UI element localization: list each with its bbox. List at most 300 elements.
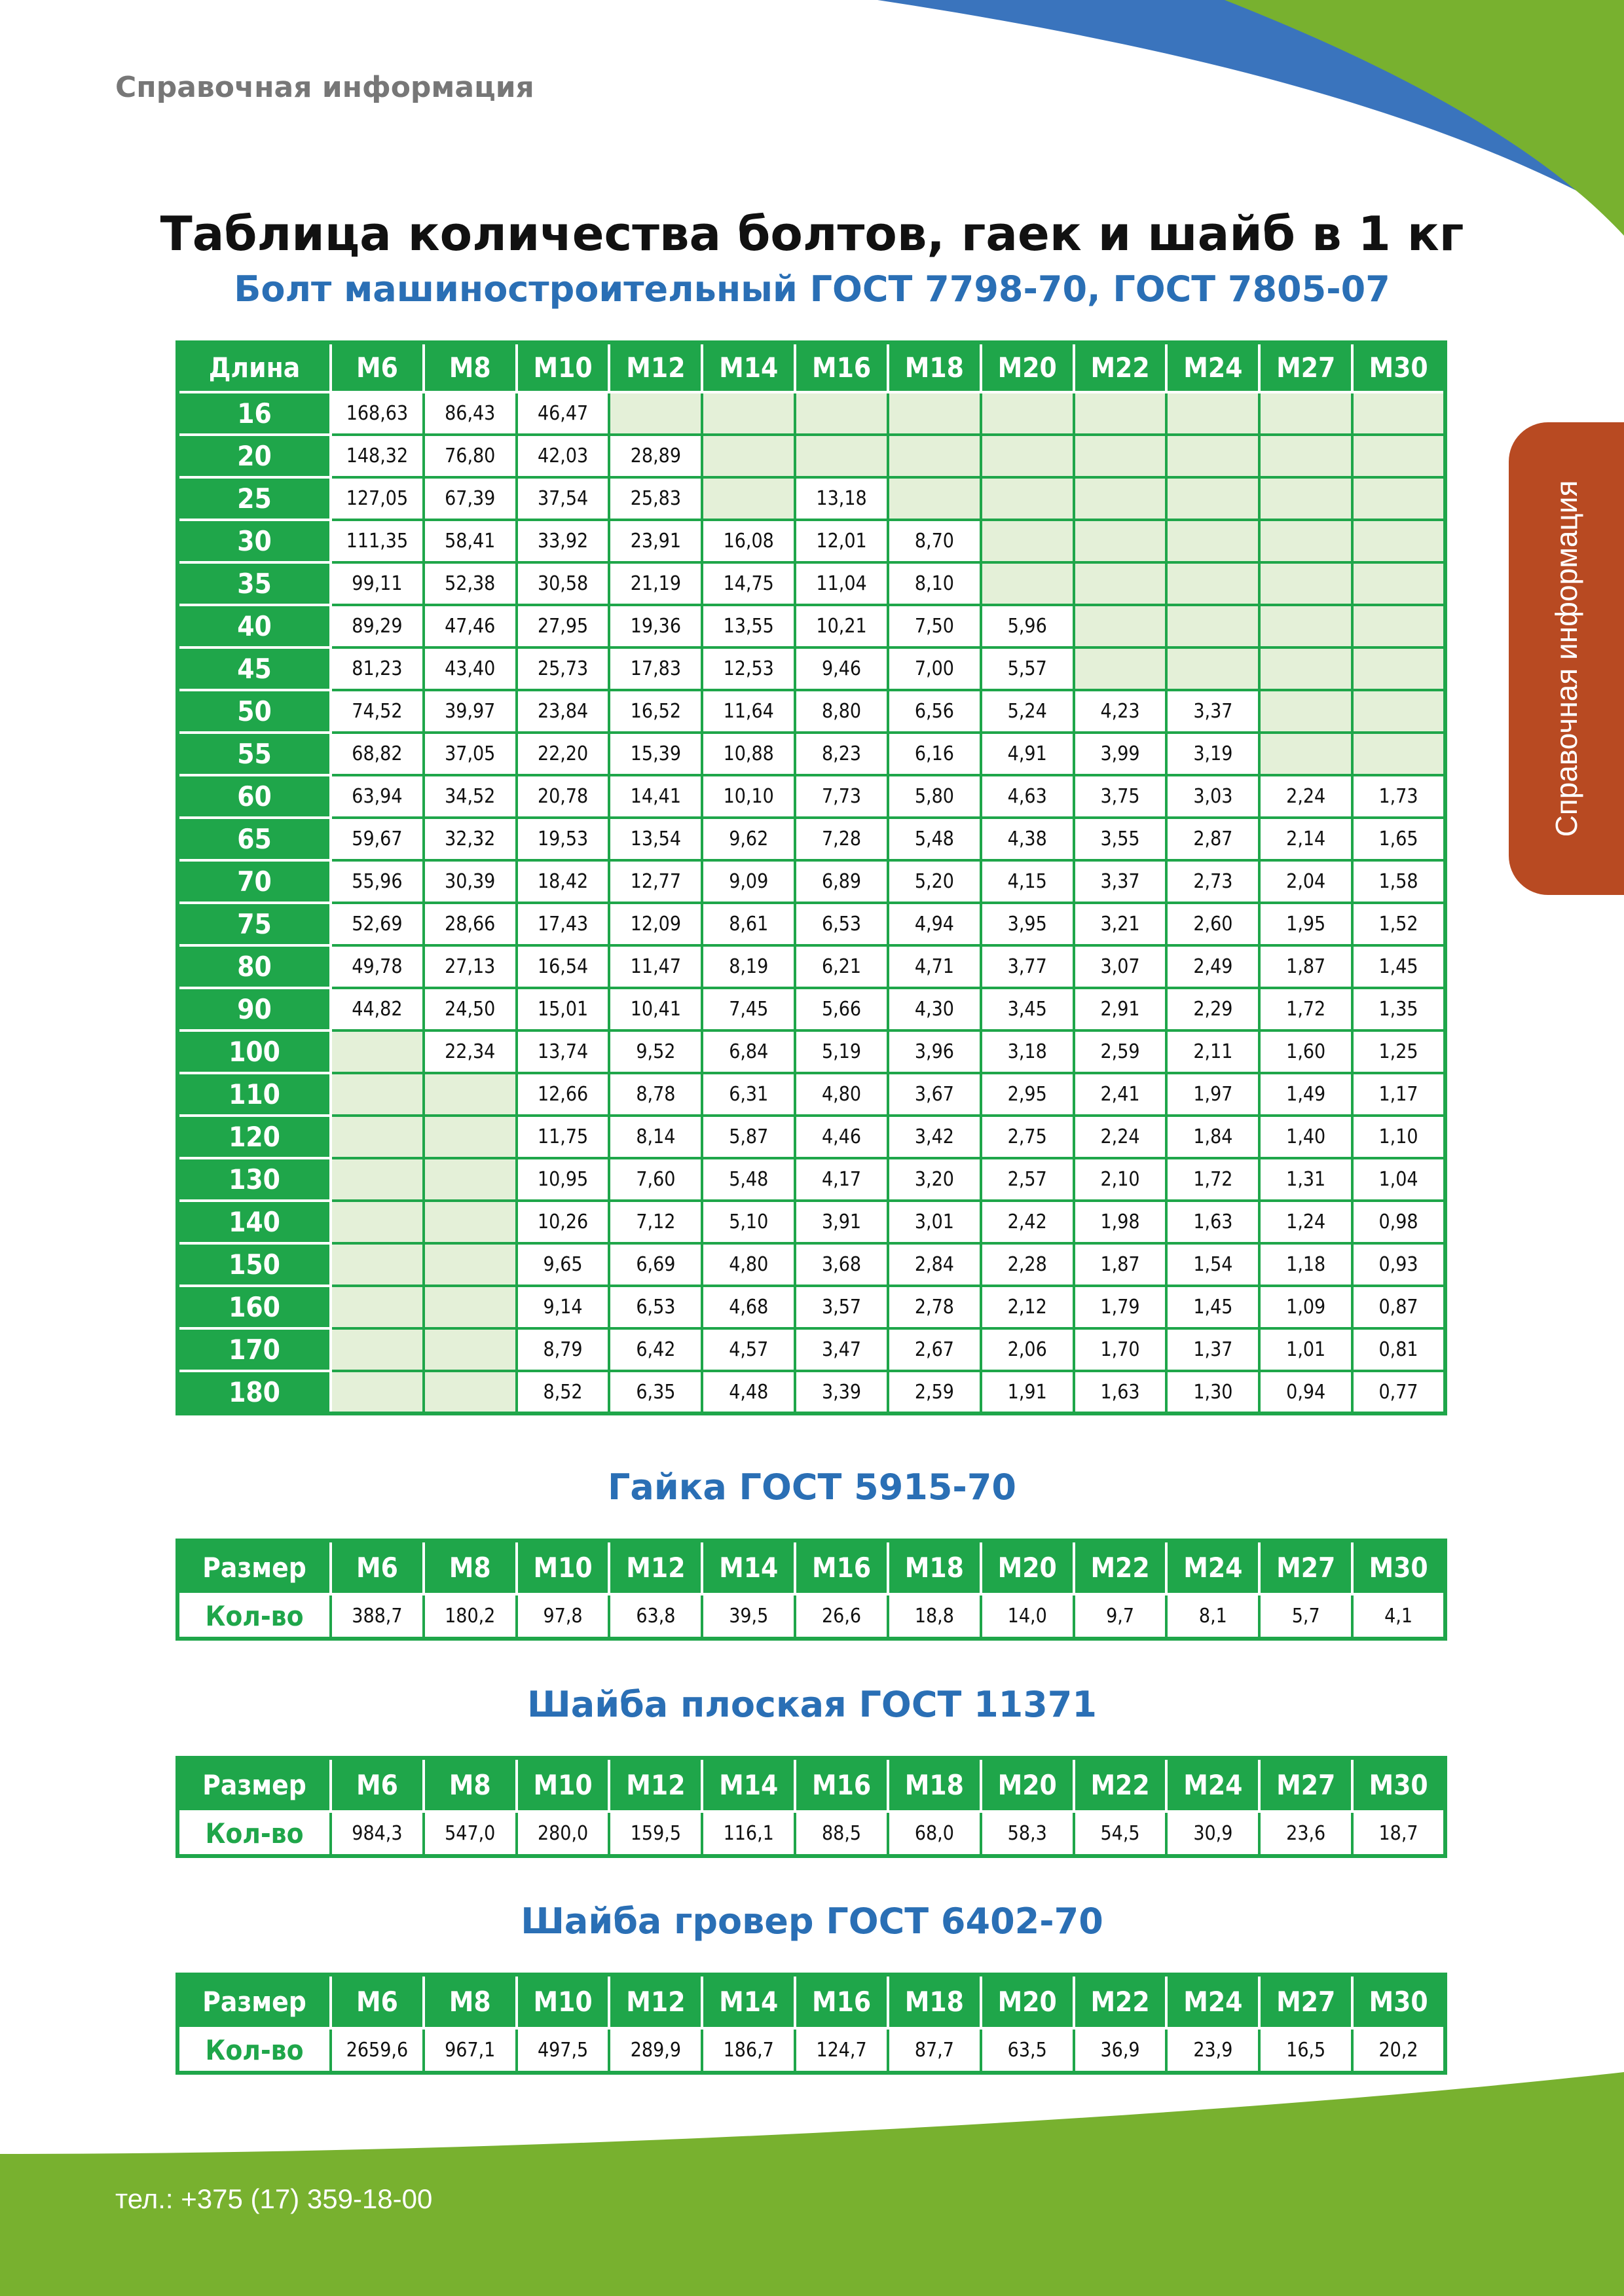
table-cell: 42,03 [517,435,610,477]
table-cell [981,392,1074,435]
table-cell: 23,84 [517,690,610,733]
table-cell: 3,18 [981,1030,1074,1073]
table-cell: 14,0 [981,1594,1074,1639]
table-cell [1352,435,1445,477]
length-header: 75 [177,903,331,945]
table-cell: 7,12 [609,1201,702,1243]
table-cell: 6,31 [702,1073,795,1116]
table-cell [1166,435,1259,477]
table-cell [1166,647,1259,690]
table-cell: 2,95 [981,1073,1074,1116]
table-cell: 58,3 [981,1812,1074,1856]
table-cell: 4,57 [702,1328,795,1371]
table-cell: 1,17 [1352,1073,1445,1116]
table-cell: 2,49 [1166,945,1259,988]
table-cell: 49,78 [331,945,424,988]
washer-section-title: Шайба плоская ГОСТ 11371 [527,1684,1097,1725]
table-row [177,1371,1445,1413]
table-cell: 111,35 [331,520,424,562]
table-cell: 2,59 [888,1371,981,1413]
table-row [177,1243,1445,1286]
table-cell [424,1201,517,1243]
table-cell: 2,73 [1166,860,1259,903]
size-header: М10 [517,1758,610,1812]
nut-table [175,1539,1447,1641]
table-cell [331,1286,424,1328]
table-cell: 18,42 [517,860,610,903]
size-header: М14 [702,1758,795,1812]
table-cell: 24,50 [424,988,517,1030]
length-header: 120 [177,1116,331,1158]
table-cell [424,1243,517,1286]
table-cell: 9,09 [702,860,795,903]
table-cell: 9,62 [702,818,795,860]
header-label: Справочная информация [115,71,534,104]
table-cell: 30,58 [517,562,610,605]
table-cell [1166,477,1259,520]
length-header: 20 [177,435,331,477]
table-cell: 37,05 [424,733,517,775]
table-cell: 2,28 [981,1243,1074,1286]
table-cell [1074,477,1167,520]
grover-table [175,1973,1447,2075]
table-cell: 5,96 [981,605,1074,647]
nut-section-title: Гайка ГОСТ 5915-70 [607,1467,1016,1508]
table-cell: 5,20 [888,860,981,903]
bolt-section-title: Болт машиностроительный ГОСТ 7798-70, ГОСТ 7805-07 [234,268,1390,310]
size-header: М18 [888,1758,981,1812]
table-cell: 36,9 [1074,2028,1167,2073]
table-cell: 5,7 [1259,1594,1352,1639]
length-header: 50 [177,690,331,733]
table-cell: 9,65 [517,1243,610,1286]
table-cell [1352,690,1445,733]
table-cell [1074,392,1167,435]
size-header: М8 [424,342,517,392]
table-cell: 1,72 [1259,988,1352,1030]
table-cell: 2,12 [981,1286,1074,1328]
table-cell: 7,45 [702,988,795,1030]
size-header: М6 [331,1540,424,1594]
table-cell: 3,45 [981,988,1074,1030]
table-cell: 2,06 [981,1328,1074,1371]
table-cell: 52,38 [424,562,517,605]
table-cell: 1,70 [1074,1328,1167,1371]
size-header: М30 [1352,1975,1445,2028]
table-cell: 2,60 [1166,903,1259,945]
size-header: М6 [331,1975,424,2028]
table-cell: 124,7 [795,2028,888,2073]
table-row [177,733,1445,775]
table-cell: 16,5 [1259,2028,1352,2073]
table-cell: 2,29 [1166,988,1259,1030]
size-header: М20 [981,342,1074,392]
table-cell: 967,1 [424,2028,517,2073]
table-cell: 4,1 [1352,1594,1445,1639]
table-cell: 17,43 [517,903,610,945]
table-cell: 8,61 [702,903,795,945]
table-cell: 8,1 [1166,1594,1259,1639]
table-cell [1259,605,1352,647]
table-cell: 2,11 [1166,1030,1259,1073]
table-row [177,1158,1445,1201]
table-cell [424,1371,517,1413]
size-header: М16 [795,1975,888,2028]
table-cell: 0,81 [1352,1328,1445,1371]
length-header: 60 [177,775,331,818]
table-cell: 21,19 [609,562,702,605]
table-cell [1352,392,1445,435]
table-cell: 3,47 [795,1328,888,1371]
table-cell: 59,67 [331,818,424,860]
table-cell [331,1116,424,1158]
size-header: М16 [795,342,888,392]
table-cell: 68,82 [331,733,424,775]
table-cell: 6,56 [888,690,981,733]
table-cell: 4,80 [702,1243,795,1286]
length-header: 90 [177,988,331,1030]
table-cell: 23,6 [1259,1812,1352,1856]
table-cell: 1,54 [1166,1243,1259,1286]
size-header: М27 [1259,1758,1352,1812]
table-cell: 1,10 [1352,1116,1445,1158]
table-cell: 2,42 [981,1201,1074,1243]
size-header: М6 [331,342,424,392]
table-cell: 4,91 [981,733,1074,775]
table-cell [981,562,1074,605]
table-cell: 11,47 [609,945,702,988]
table-cell [1166,562,1259,605]
table-cell: 5,19 [795,1030,888,1073]
table-cell [795,435,888,477]
size-header: М24 [1166,1540,1259,1594]
table-cell: 280,0 [517,1812,610,1856]
quantity-row-label: Кол-во [177,1594,331,1639]
table-cell: 6,21 [795,945,888,988]
table-cell: 497,5 [517,2028,610,2073]
table-cell: 1,97 [1166,1073,1259,1116]
table-cell [1352,647,1445,690]
table-cell: 9,7 [1074,1594,1167,1639]
table-cell: 4,48 [702,1371,795,1413]
table-cell [1259,647,1352,690]
washer-table [175,1756,1447,1858]
table-cell: 37,54 [517,477,610,520]
table-cell: 8,14 [609,1116,702,1158]
table-cell: 1,24 [1259,1201,1352,1243]
table-cell: 3,19 [1166,733,1259,775]
table-cell: 15,01 [517,988,610,1030]
table-cell: 2,10 [1074,1158,1167,1201]
table-cell: 12,01 [795,520,888,562]
length-header: 130 [177,1158,331,1201]
table-cell: 4,46 [795,1116,888,1158]
table-cell: 1,45 [1166,1286,1259,1328]
table-row [177,562,1445,605]
table-cell: 2,78 [888,1286,981,1328]
size-header: М8 [424,1540,517,1594]
table-cell: 1,79 [1074,1286,1167,1328]
table-cell: 63,5 [981,2028,1074,2073]
table-cell [1166,605,1259,647]
table-cell: 22,34 [424,1030,517,1073]
table-cell: 6,53 [609,1286,702,1328]
table-cell: 116,1 [702,1812,795,1856]
table-row [177,1328,1445,1371]
table-cell [331,1158,424,1201]
table-cell: 180,2 [424,1594,517,1639]
table-cell [1074,435,1167,477]
table-cell: 52,69 [331,903,424,945]
table-cell: 44,82 [331,988,424,1030]
table-cell: 6,35 [609,1371,702,1413]
table-cell: 5,48 [702,1158,795,1201]
size-header: М16 [795,1758,888,1812]
table-cell: 0,87 [1352,1286,1445,1328]
table-cell [1352,605,1445,647]
table-cell: 7,00 [888,647,981,690]
table-cell [331,1201,424,1243]
table-cell: 23,91 [609,520,702,562]
table-cell: 1,91 [981,1371,1074,1413]
table-cell: 6,16 [888,733,981,775]
table-cell: 11,04 [795,562,888,605]
table-cell: 8,23 [795,733,888,775]
size-header: М10 [517,342,610,392]
table-cell: 1,58 [1352,860,1445,903]
length-header: 110 [177,1073,331,1116]
table-cell [702,477,795,520]
table-cell: 1,35 [1352,988,1445,1030]
table-cell: 13,74 [517,1030,610,1073]
table-cell: 1,63 [1166,1201,1259,1243]
table-cell: 1,30 [1166,1371,1259,1413]
table-cell: 3,57 [795,1286,888,1328]
table-cell [331,1073,424,1116]
table-row [177,945,1445,988]
length-header: 16 [177,392,331,435]
length-header: 30 [177,520,331,562]
table-cell: 12,77 [609,860,702,903]
table-cell: 6,53 [795,903,888,945]
table-cell: 1,31 [1259,1158,1352,1201]
length-header: 150 [177,1243,331,1286]
table-cell [888,477,981,520]
table-cell: 10,95 [517,1158,610,1201]
table-cell: 6,42 [609,1328,702,1371]
table-cell: 81,23 [331,647,424,690]
table-cell: 984,3 [331,1812,424,1856]
quantity-row-label: Кол-во [177,1812,331,1856]
length-header: 70 [177,860,331,903]
size-header: Размер [177,1540,331,1594]
table-cell: 28,89 [609,435,702,477]
size-header: М18 [888,1975,981,2028]
size-header: М8 [424,1758,517,1812]
table-cell: 22,20 [517,733,610,775]
quantity-row-label: Кол-во [177,2028,331,2073]
table-cell: 3,96 [888,1030,981,1073]
table-cell: 388,7 [331,1594,424,1639]
table-cell: 0,94 [1259,1371,1352,1413]
table-cell [1074,562,1167,605]
table-cell: 55,96 [331,860,424,903]
table-cell: 30,9 [1166,1812,1259,1856]
table-cell: 2,59 [1074,1030,1167,1073]
size-header: М22 [1074,342,1167,392]
table-cell: 1,25 [1352,1030,1445,1073]
length-header: 40 [177,605,331,647]
table-cell [1352,733,1445,775]
table-cell [981,477,1074,520]
table-cell [702,392,795,435]
table-cell: 8,80 [795,690,888,733]
length-header: 25 [177,477,331,520]
size-header: М27 [1259,1540,1352,1594]
table-row [177,1116,1445,1158]
size-header: Размер [177,1758,331,1812]
table-row [177,988,1445,1030]
table-cell [1352,477,1445,520]
size-header: М12 [609,1540,702,1594]
table-cell [424,1073,517,1116]
size-header: М30 [1352,1540,1445,1594]
table-cell: 6,84 [702,1030,795,1073]
table-cell: 25,73 [517,647,610,690]
table-cell: 0,98 [1352,1201,1445,1243]
table-cell [1074,647,1167,690]
table-cell: 7,73 [795,775,888,818]
table-cell: 97,8 [517,1594,610,1639]
size-header: М12 [609,1975,702,2028]
table-cell: 16,54 [517,945,610,988]
table-cell: 4,15 [981,860,1074,903]
table-cell: 25,83 [609,477,702,520]
table-cell: 3,77 [981,945,1074,988]
length-header: 140 [177,1201,331,1243]
table-cell: 19,36 [609,605,702,647]
table-cell: 1,52 [1352,903,1445,945]
size-header: М30 [1352,342,1445,392]
length-header: 65 [177,818,331,860]
table-cell [888,435,981,477]
table-row [177,520,1445,562]
table-cell: 6,89 [795,860,888,903]
table-cell: 3,75 [1074,775,1167,818]
size-header: М27 [1259,1975,1352,2028]
table-cell: 4,38 [981,818,1074,860]
table-cell: 3,42 [888,1116,981,1158]
table-cell: 2,84 [888,1243,981,1286]
table-cell [331,1328,424,1371]
table-cell: 5,57 [981,647,1074,690]
length-header: 45 [177,647,331,690]
table-cell: 30,39 [424,860,517,903]
table-cell: 2,57 [981,1158,1074,1201]
table-cell [1259,477,1352,520]
table-cell: 10,41 [609,988,702,1030]
size-header: М8 [424,1975,517,2028]
size-header: Размер [177,1975,331,2028]
table-cell [424,1328,517,1371]
table-cell [1259,392,1352,435]
table-cell: 289,9 [609,2028,702,2073]
table-cell: 1,40 [1259,1116,1352,1158]
table-cell [702,435,795,477]
table-cell: 63,8 [609,1594,702,1639]
length-header: 180 [177,1371,331,1413]
table-cell: 8,70 [888,520,981,562]
table-cell: 68,0 [888,1812,981,1856]
table-cell [424,1158,517,1201]
table-cell: 1,84 [1166,1116,1259,1158]
table-cell: 47,46 [424,605,517,647]
table-cell: 63,94 [331,775,424,818]
table-cell: 1,01 [1259,1328,1352,1371]
table-cell: 2,67 [888,1328,981,1371]
table-cell: 20,2 [1352,2028,1445,2073]
page-title: Таблица количества болтов, гаек и шайб в 1 кг [160,206,1464,261]
table-cell: 3,91 [795,1201,888,1243]
table-cell: 4,80 [795,1073,888,1116]
table-cell [1259,562,1352,605]
table-cell [609,392,702,435]
table-cell: 39,97 [424,690,517,733]
table-cell: 1,49 [1259,1073,1352,1116]
size-header: М22 [1074,1540,1167,1594]
table-cell: 17,83 [609,647,702,690]
table-row [177,903,1445,945]
table-cell: 13,18 [795,477,888,520]
table-cell: 1,37 [1166,1328,1259,1371]
table-cell [424,1286,517,1328]
table-cell: 43,40 [424,647,517,690]
table-cell: 23,9 [1166,2028,1259,2073]
table-cell: 10,21 [795,605,888,647]
size-header: М12 [609,1758,702,1812]
table-cell: 18,8 [888,1594,981,1639]
size-header: М30 [1352,1758,1445,1812]
table-cell: 67,39 [424,477,517,520]
table-row [177,435,1445,477]
table-cell: 89,29 [331,605,424,647]
table-cell: 1,04 [1352,1158,1445,1201]
table-cell: 8,78 [609,1073,702,1116]
table-cell: 5,66 [795,988,888,1030]
table-cell: 5,24 [981,690,1074,733]
table-cell: 3,07 [1074,945,1167,988]
size-header: М24 [1166,1758,1259,1812]
table-cell: 58,41 [424,520,517,562]
size-header: М12 [609,342,702,392]
table-cell: 32,32 [424,818,517,860]
table-cell: 10,10 [702,775,795,818]
table-cell: 8,52 [517,1371,610,1413]
table-row [177,775,1445,818]
table-cell: 18,7 [1352,1812,1445,1856]
table-cell: 13,55 [702,605,795,647]
side-tab-label: Справочная информация [1549,480,1583,837]
side-tab [1509,422,1624,895]
table-cell: 6,69 [609,1243,702,1286]
size-header: М16 [795,1540,888,1594]
table-cell: 12,53 [702,647,795,690]
table-cell: 46,47 [517,392,610,435]
table-cell: 34,52 [424,775,517,818]
table-cell: 159,5 [609,1812,702,1856]
size-header: М10 [517,1540,610,1594]
table-row [177,1030,1445,1073]
